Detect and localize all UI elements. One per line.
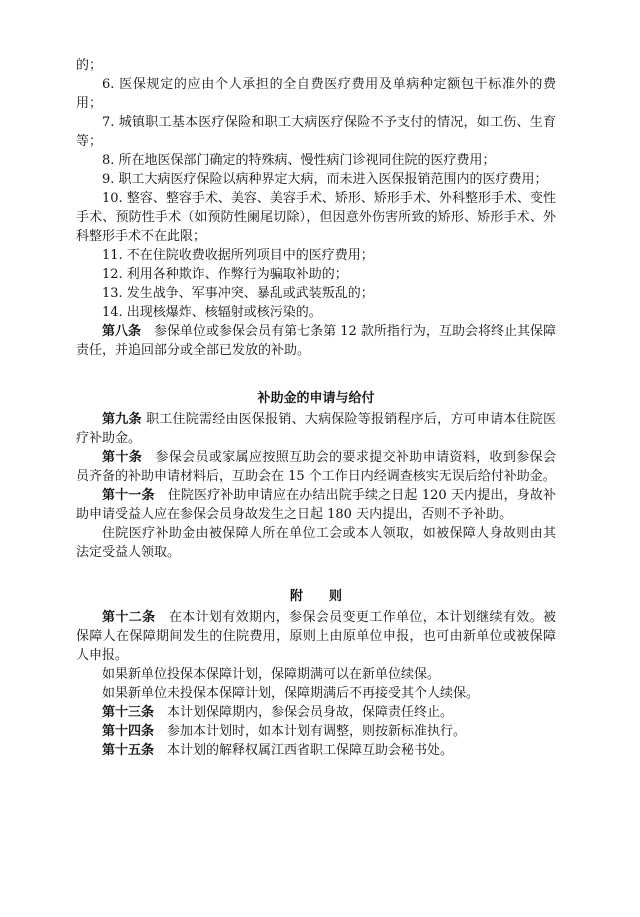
list-item-13: 13. 发生战争、军事冲突、暴乱或武装叛乱的； bbox=[102, 286, 374, 301]
paragraph-no-renewal: 如果新单位未投保本保障计划，保障期满后不再接受其个人续保。 bbox=[102, 686, 480, 701]
article-12 bbox=[76, 608, 556, 665]
list-item-14: 14. 出现核爆炸、核辐射或核污染的。 bbox=[102, 305, 322, 320]
article-9 bbox=[76, 410, 556, 448]
section-title-supplementary: 附 则 bbox=[289, 589, 342, 604]
article-11 bbox=[76, 486, 556, 524]
article-15-text: 本计划的解释权属江西省职工保障互助会秘书处。 bbox=[154, 743, 454, 758]
article-10 bbox=[76, 448, 556, 486]
intro-line: 的； bbox=[76, 58, 103, 73]
article-8 bbox=[76, 322, 556, 360]
list-item-7: 7. 城镇职工基本医疗保险和职工大病医疗保险不予支付的情况，如工伤、生育等； bbox=[76, 115, 556, 149]
list-item-10: 10. 整容、整容手术、美容、美容手术、矫形、矫形手术、外科整形手术、变性手术、预防性手术（如预防性阑尾切除），但因意外伤害所致的矫形、矫形手术、外科整形手术不在此限； bbox=[76, 191, 556, 244]
paragraph-renewal-new-unit: 如果新单位投保本保障计划，保障期满可以在新单位续保。 bbox=[102, 667, 441, 682]
list-item-12: 12. 利用各种欺诈、作弊行为骗取补助的； bbox=[102, 267, 348, 282]
list-item-11: 11. 不在住院收费收据所列项目中的医疗费用； bbox=[102, 248, 374, 263]
article-13 bbox=[76, 703, 556, 722]
article-9-label: 第九条 bbox=[102, 412, 142, 427]
article-12-label: 第十二条 bbox=[102, 610, 156, 625]
list-item-6: 6. 医保规定的应由个人承担的全自费医疗费用及单病种定额包干标准外的费用； bbox=[76, 77, 556, 111]
article-15 bbox=[76, 741, 556, 760]
list-item-8: 8. 所在地医保部门确定的特殊病、慢性病门诊视同住院的医疗费用； bbox=[102, 153, 496, 168]
article-9-text: 职工住院需经由医保报销、大病保险等报销程序后，方可申请本住院医疗补助金。 bbox=[76, 412, 556, 446]
article-8-label: 第八条 bbox=[102, 324, 142, 339]
article-14-label: 第十四条 bbox=[102, 724, 155, 739]
article-12-text: 在本计划有效期内，参保会员变更工作单位，本计划继续有效。被保障人在保障期间发生的住院费用，原则上由原单位申报，也可由新单位或被保障人申报。 bbox=[76, 610, 556, 663]
article-11-text: 住院医疗补助申请应在办结出院手续之日起 120 天内提出，身故补助申请受益人应在参保会员身故发生之日起 180 天内提出，否则不予补助。 bbox=[76, 488, 556, 522]
article-10-label: 第十条 bbox=[102, 450, 143, 465]
article-13-text: 本计划保障期内，参保会员身故，保障责任终止。 bbox=[154, 705, 454, 720]
article-11-label: 第十一条 bbox=[102, 488, 155, 503]
document-body bbox=[76, 56, 556, 760]
list-item-9: 9. 职工大病医疗保险以病种界定大病，而未进入医保报销范围内的医疗费用； bbox=[102, 172, 548, 187]
article-10-text: 参保会员或家属应按照互助会的要求提交补助申请资料，收到参保会员齐备的补助申请材料后，互助会在 15 个工作日内经调查核实无误后给付补助金。 bbox=[76, 450, 556, 484]
article-15-label: 第十五条 bbox=[102, 743, 155, 758]
article-8-text: 参保单位或参保会员有第七条第 12 款所指行为，互助会将终止其保障责任，并追回部分或全部已发放的补助。 bbox=[76, 324, 556, 358]
article-14 bbox=[76, 722, 556, 741]
section-title-application: 补助金的申请与给付 bbox=[257, 391, 375, 406]
paragraph-claim-collection: 住院医疗补助金由被保障人所在单位工会或本人领取，如被保障人身故则由其法定受益人领取。 bbox=[76, 526, 556, 560]
article-13-label: 第十三条 bbox=[102, 705, 155, 720]
article-14-text: 参加本计划时，如本计划有调整，则按新标准执行。 bbox=[154, 724, 467, 739]
